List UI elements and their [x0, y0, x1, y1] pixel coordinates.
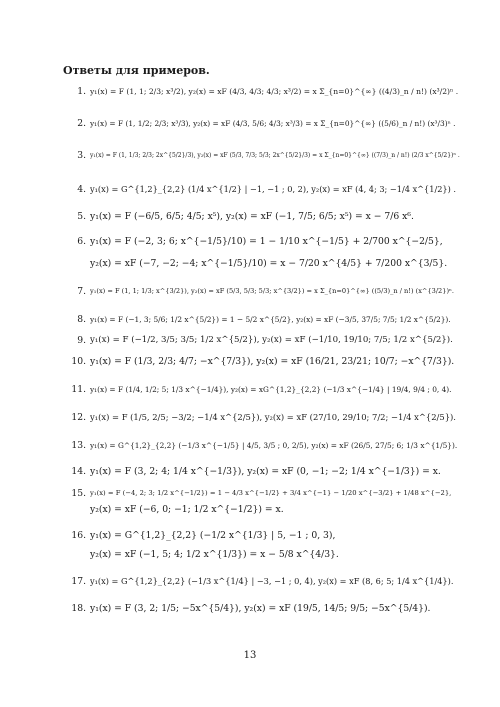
answer-formula: y₁(x) = F (1/5, 2/5; −3/2; −1/4 x^{2/5}), y₂(x) = xF (27/10, 29/10; 7/2; −1/4 x^{2/5}). — [90, 412, 456, 422]
answer-formula: y₁(x) = F (1/4, 1/2; 5; 1/3 x^{−1/4}), y₂(x) = xG^{1,2}_{2,2} (−1/3 x^{−1/4} | 19/4, 9/4 ; 0, 4). — [90, 385, 452, 394]
answer-formula-line2: y₂(x) = xF (−6, 0; −1; 1/2 x^{−1/2}) = x. — [90, 504, 284, 515]
answer-formula: y₁(x) = G^{1,2}_{2,2} (1/4 x^{1/2} | −1, −1 ; 0, 2), y₂(x) = xF (4, 4; 3; −1/4 x^{1/2}) . — [90, 184, 457, 194]
answer-number: 11. — [71, 384, 86, 395]
answer-formula: y₁(x) = F (−2, 3; 6; x^{−1/5}/10) = 1 − 1/10 x^{−1/5} + 2/700 x^{−2/5}, — [90, 236, 443, 247]
answer-formula: y₁(x) = F (−4, 2; 3; 1/2 x^{−1/2}) = 1 − 4/3 x^{−1/2} + 3/4 x^{−1} − 1/20 x^{−3/2} + 1/48 x^{−2}, — [90, 489, 452, 497]
answer-formula: y₁(x) = G^{1,2}_{2,2} (−1/2 x^{1/3} | 5, −1 ; 0, 3), — [90, 530, 336, 541]
answer-number: 7. — [77, 286, 86, 297]
answer-number: 3. — [77, 150, 86, 161]
answer-number: 16. — [71, 530, 86, 541]
answer-number: 10. — [71, 356, 86, 367]
answer-formula: y₁(x) = F (1, 1/2; 2/3; x³/3), y₂(x) = xF (4/3, 5/6; 4/3; x³/3) = x Σ_{n=0}^{∞} ((5/6)_n / n!) (x³/3)ⁿ . — [90, 119, 456, 128]
answer-formula: y₁(x) = F (1/3, 2/3; 4/7; −x^{7/3}), y₂(x) = xF (16/21, 23/21; 10/7; −x^{7/3}). — [90, 356, 455, 367]
answer-number: 9. — [77, 335, 86, 346]
answer-number: 15. — [71, 488, 86, 499]
answer-number: 18. — [71, 603, 86, 614]
answer-formula-line2: y₂(x) = xF (−1, 5; 4; 1/2 x^{1/3}) = x − 5/8 x^{4/3}. — [90, 549, 339, 560]
answer-number: 13. — [71, 440, 86, 451]
section-heading: Ответы для примеров. — [63, 64, 210, 77]
answer-formula: y₁(x) = F (3, 2; 4; 1/4 x^{−1/3}), y₂(x) = xF (0, −1; −2; 1/4 x^{−1/3}) = x. — [90, 466, 441, 477]
answer-number: 6. — [77, 236, 86, 247]
answer-number: 1. — [77, 86, 86, 97]
answer-formula: y₁(x) = F (3, 2; 1/5; −5x^{5/4}), y₂(x) = xF (19/5, 14/5; 9/5; −5x^{5/4}). — [90, 603, 431, 614]
answer-number: 14. — [71, 466, 86, 477]
answer-number: 12. — [71, 412, 86, 423]
answer-number: 17. — [71, 576, 86, 587]
answer-formula: y₁(x) = G^{1,2}_{2,2} (−1/3 x^{1/4} | −3, −1 ; 0, 4), y₂(x) = xF (8, 6; 5; 1/4 x^{1/4}). — [90, 576, 454, 586]
answer-formula: y₁(x) = F (1, 1; 2/3; x³/2), y₂(x) = xF (4/3, 4/3; 4/3; x³/2) = x Σ_{n=0}^{∞} ((4/3)_n / n!) (x³/2)ⁿ . — [90, 87, 459, 96]
answer-formula: y₁(x) = F (−6/5, 6/5; 4/5; x⁵), y₂(x) = xF (−1, 7/5; 6/5; x⁵) = x − 7/6 x⁶. — [90, 211, 414, 222]
answer-formula: y₁(x) = G^{1,2}_{2,2} (−1/3 x^{−1/5} | 4/5, 3/5 ; 0, 2/5), y₂(x) = xF (26/5, 27/5; 6; 1/3 x^{1/5}). — [90, 441, 458, 450]
page-number: 13 — [243, 650, 257, 661]
answer-formula: y₁(x) = F (−1/2, 3/5; 3/5; 1/2 x^{5/2}), y₂(x) = xF (−1/10, 19/10; 7/5; 1/2 x^{5/2}). — [90, 335, 453, 345]
answer-number: 2. — [77, 118, 86, 129]
answer-formula: y₁(x) = F (−1, 3; 5/6; 1/2 x^{5/2}) = 1 − 5/2 x^{5/2}, y₂(x) = xF (−3/5, 37/5; 7/5; 1/2 x^{5/2}). — [90, 315, 451, 324]
answer-formula: y₁(x) = F (1, 1/3; 2/3; 2x^{5/2}/3), y₂(x) = xF (5/3, 7/3; 5/3; 2x^{5/2}/3) = x Σ_{n=0}^{∞} ((7/3)_n / n!) (2/3 x^{5/2})ⁿ . — [90, 152, 460, 159]
answer-number: 8. — [77, 314, 86, 325]
answer-formula-line2: y₂(x) = xF (−7, −2; −4; x^{−1/5}/10) = x − 7/20 x^{4/5} + 7/200 x^{3/5}. — [90, 258, 448, 269]
answer-number: 5. — [77, 211, 86, 222]
answer-formula: y₁(x) = F (1, 1; 1/3; x^{3/2}), y₂(x) = xF (5/3, 5/3; 5/3; x^{3/2}) = x Σ_{n=0}^{∞} ((5/3)_n / n!) (x^{3/2})ⁿ. — [90, 287, 454, 295]
answer-number: 4. — [77, 184, 86, 195]
